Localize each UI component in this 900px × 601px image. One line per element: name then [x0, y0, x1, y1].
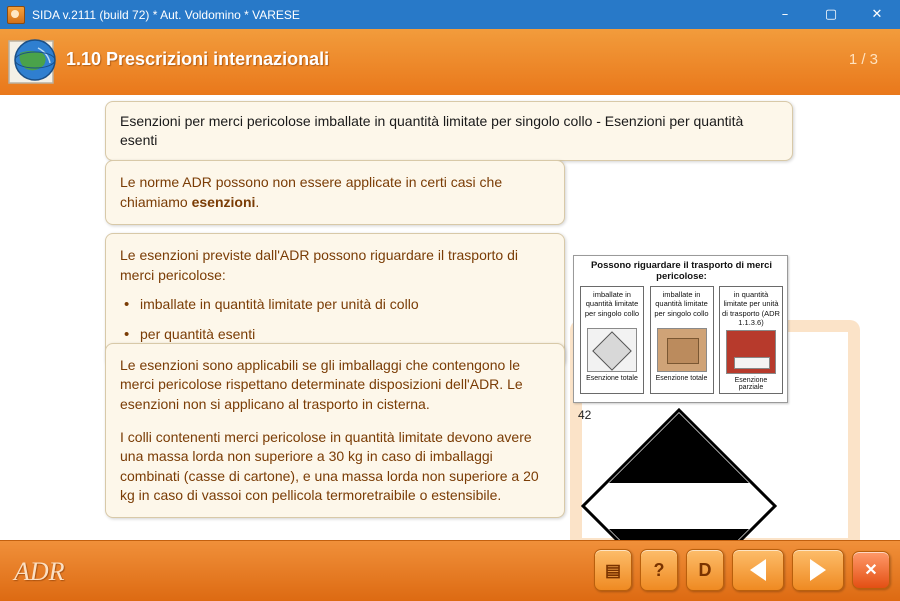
lesson-title-panel: Esenzioni per merci pericolose imballate in quantità limitate per singolo collo - Esenzioni per quantità esenti: [105, 101, 793, 161]
window-controls: [762, 0, 900, 29]
page-indicator: 1 / 3: [848, 51, 878, 68]
figure-cell: [650, 286, 714, 394]
figure-number-bottom: 42: [578, 408, 592, 422]
globe-icon: [7, 6, 25, 24]
arrow-right-icon: [810, 559, 826, 581]
figure-cell: [580, 286, 644, 394]
figure-cell-label: imballate in quantità limitate per singolo collo: [584, 290, 640, 318]
footer-toolbar: [594, 549, 890, 591]
exemptions-intro-panel: [105, 160, 565, 225]
list-intro: Le esenzioni previste dall'ADR possono riguardare il trasporto di merci pericolose:: [120, 247, 518, 283]
page-title: 1.10 Prescrizioni internazionali: [66, 49, 330, 69]
dictionary-button[interactable]: [686, 549, 724, 591]
window-close-button[interactable]: ✕: [871, 7, 883, 22]
figure-cell-footer: Esenzione totale: [586, 375, 638, 382]
next-button[interactable]: [792, 549, 844, 591]
title-bar: [0, 0, 900, 29]
intro-text-before: Le norme ADR possono non essere applicate in certi casi che chiamiamo: [120, 174, 503, 210]
maximize-button[interactable]: ▢: [824, 7, 838, 22]
figure-cell-label: imballate in quantità limitate per singolo collo: [654, 290, 709, 318]
intro-bold-word: esenzioni: [191, 193, 256, 210]
details-paragraph-1: Le esenzioni sono applicabili se gli imballaggi che contengono le merci pericolose rispettano determinate disposizioni dell'ADR. Le esenzioni non si applicano al trasporto in cisterna.: [120, 357, 523, 412]
help-button[interactable]: [640, 549, 678, 591]
figure-table: [573, 255, 788, 403]
list-item: • per quantità esenti: [140, 325, 550, 345]
exemptions-details-panel: [105, 343, 565, 518]
previous-button[interactable]: [732, 549, 784, 591]
page-header: [0, 29, 900, 96]
letter-d-icon: D: [698, 559, 712, 580]
course-label: ADR: [14, 557, 65, 586]
close-icon: ✕: [864, 562, 878, 579]
list-icon: ▤: [604, 560, 622, 580]
figure-cell: [719, 286, 783, 394]
details-paragraph-2: I colli contenenti merci pericolose in quantità limitate devono avere una massa lorda non superiore a 30 kg in caso di imballaggi combinati (casse di cartone), e una massa lorda non superiore a 20 kg in caso di vassoi con pellicola termoretraibile o estensibile.: [120, 428, 539, 503]
exemptions-list: [120, 295, 550, 344]
red-placard-icon: [726, 330, 776, 374]
figure-cell-label: in quantità limitate per unità di trasporto (ADR 1.1.3.6): [722, 290, 780, 328]
question-icon: ?: [653, 559, 665, 580]
limited-quantity-diamond-icon: [587, 328, 637, 372]
minimize-button[interactable]: –: [781, 7, 789, 22]
window-title: SIDA v.2111 (build 72) * Aut. Voldomino * VARESE: [32, 7, 300, 22]
content-area: [0, 95, 900, 540]
limited-quantity-placard: [581, 408, 777, 540]
footer-bar: [0, 540, 900, 601]
index-button[interactable]: [594, 549, 632, 591]
globe-icon: [8, 35, 60, 87]
figure-cells: [580, 286, 783, 394]
intro-text-after: .: [255, 193, 260, 210]
list-item: • imballate in quantità limitate per unità di collo: [140, 295, 550, 315]
figure-caption: Possono riguardare il trasporto di merci pericolose:: [590, 260, 773, 283]
close-button[interactable]: [852, 551, 890, 589]
cardboard-box-icon: [657, 328, 707, 372]
figure-cell-footer: Esenzione parziale: [734, 376, 768, 391]
figure-cell-footer: Esenzione totale: [655, 375, 708, 382]
arrow-left-icon: [750, 559, 766, 581]
